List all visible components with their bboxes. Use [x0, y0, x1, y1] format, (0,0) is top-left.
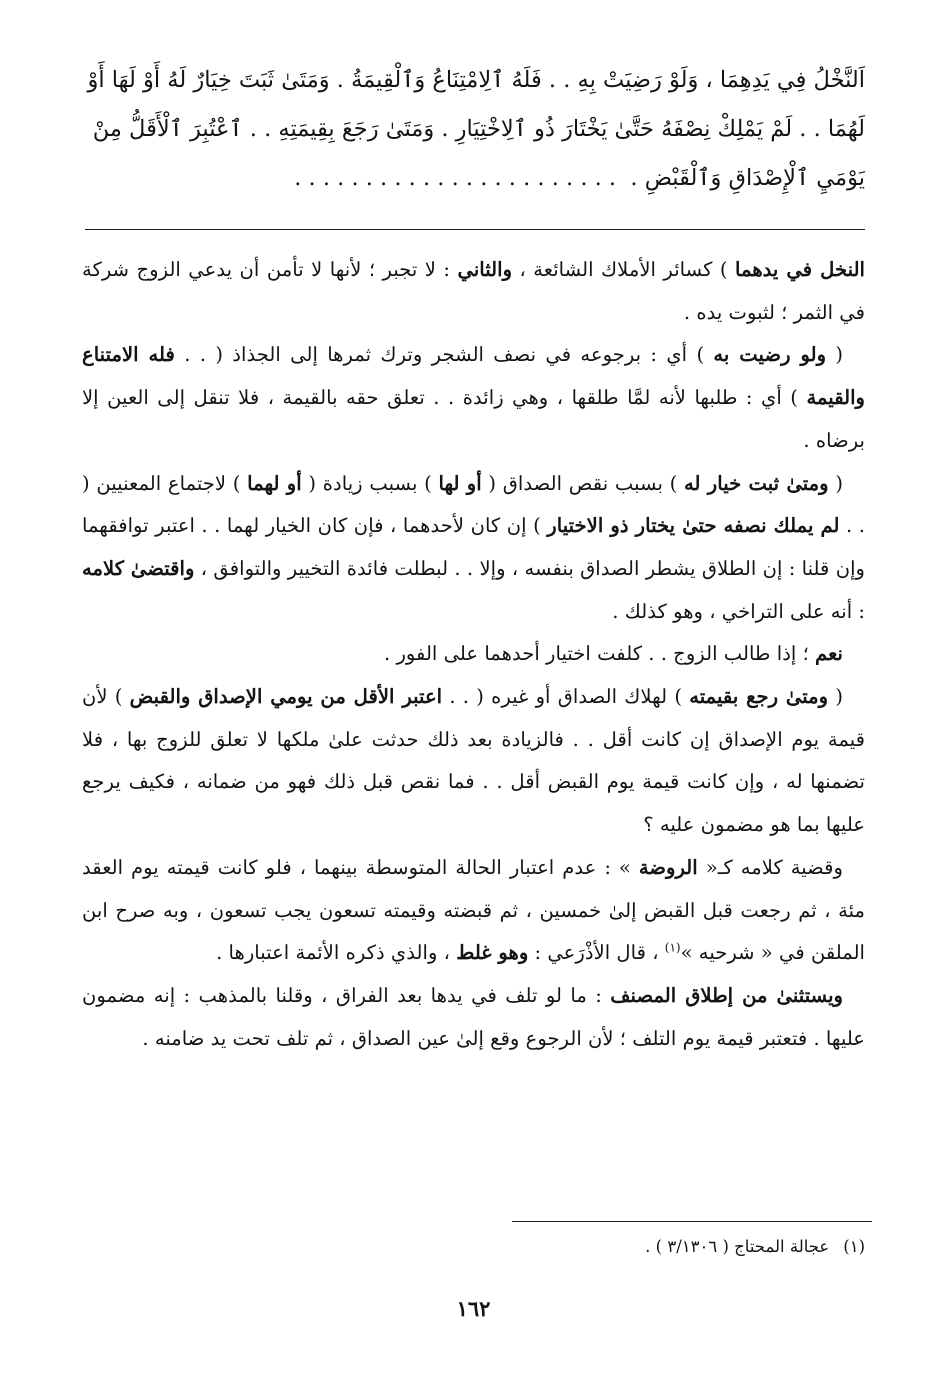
quoted-phrase: أو لها: [438, 471, 482, 495]
quoted-phrase: أو لهما: [247, 471, 302, 495]
emphasis: وهو غلط: [456, 941, 529, 965]
dot-leader: . . . . . . . . . . . . . . . . . . . . . . .: [294, 165, 617, 191]
footnote: [645, 1235, 865, 1259]
commentary-text: ) أي : برجوعه في نصف الشجر وترك ثمرها إلى الجذاذ ( . .: [174, 343, 714, 367]
commentary-paragraph-7: [82, 975, 865, 1060]
quoted-phrase: لم يملك نصفه حتىٰ يختار ذو الاختيار: [547, 514, 840, 538]
emphasis: نعم: [815, 642, 843, 666]
footnote-reference[interactable]: (١): [664, 940, 681, 955]
commentary-paragraph-3: [82, 463, 865, 634]
commentary-text: » : عدم اعتبار الحالة المتوسطة بينهما ، فلو كانت قيمته يوم العقد مئة ، ثم رجعت قبل القبض إلىٰ خمسين ، ثم قبضته وقيمته تسعون يجب تسعون ، وبه صرح ابن الملقن في « شرحيه »: [82, 855, 865, 965]
quoted-phrase: اعتبر الأقل من يومي الإصداق والقبض: [129, 685, 443, 709]
commentary-paragraph-5: [82, 676, 865, 847]
quoted-phrase: ومتىٰ ثبت خيار له: [684, 471, 829, 495]
commentary-text: ) إن كان لأحدهما ، فإن كان الخيار لهما . . اعتبر توافقهما وإن قلنا : إن الطلاق يشطر الصداق بنفسه ، وإلا . . لبطلت فائدة التخيير والتوافق ،: [82, 514, 865, 580]
quoted-phrase: ومتىٰ رجع بقيمته: [689, 685, 829, 709]
quoted-phrase: ولو رضيت به: [713, 343, 827, 367]
footnote-number: (١): [843, 1237, 865, 1256]
commentary-text: ) بسبب نقص الصداق (: [481, 471, 684, 495]
main-text-line-3-text: يَوْمَيِ ٱلْإِصْدَاقِ وَٱلْقَبْضِ .: [630, 165, 865, 191]
commentary-text: : لا تجبر ؛ لأنها لا تأمن أن يدعي الزوج شركة في الثمر ؛ لثبوت يده .: [82, 258, 865, 324]
commentary-text: ) لهلاك الصداق أو غيره ( . .: [442, 685, 690, 709]
commentary-text: ) كسائر الأملاك الشائعة ،: [512, 258, 736, 281]
commentary-text: ) لأن قيمة يوم الإصداق إن كانت أقل . . فالزيادة بعد ذلك حدثت علىٰ ملكها لا تعلق للزوج بها ، فلا تضمنها له ، وإن كانت قيمة يوم القبض أقل . . فما نقص قبل ذلك فهو من ضمانه ، فكيف يرجع عليها بما هو مضمون عليه ؟: [82, 685, 865, 837]
commentary-paragraph-4: [82, 633, 865, 676]
page-number: ١٦٢: [456, 1296, 491, 1321]
emphasis: ويستثنىٰ من إطلاق المصنف: [610, 983, 844, 1007]
book-title: الروضة: [638, 855, 698, 879]
footnote-text: عجالة المحتاج ( ٣/١٣٠٦ ) .: [645, 1237, 830, 1256]
commentary-text: : ما لو تلف في يدها بعد الفراق ، وقلنا بالمذهب : إنه مضمون عليها . فتعتبر قيمة يوم التلف ؛ لأن الرجوع وقع إلىٰ عين الصداق ، ثم تلف تحت يد ضامنه .: [82, 983, 865, 1050]
commentary-paragraph-6: [82, 847, 865, 975]
quoted-phrase: فله الامتناع والقيمة: [82, 343, 865, 410]
commentary-paragraph-2: [82, 334, 865, 462]
commentary-text: ) بسبب زيادة (: [301, 471, 439, 495]
main-text-separator: [85, 229, 865, 230]
main-text: [82, 56, 865, 203]
commentary-text: ، والذي ذكره الأئمة اعتبارها .: [216, 941, 457, 965]
commentary-text: ؛ إذا طالب الزوج . . كلفت اختيار أحدهما على الفور .: [384, 642, 816, 666]
commentary-text: ، قال الأذْرَعي :: [528, 941, 665, 965]
main-text-line-3: [82, 154, 865, 203]
emphasis: واقتضىٰ كلامه: [82, 556, 195, 580]
commentary-text: ) أي : طلبها لأنه لمَّا طلقها ، وهي زائدة . . تعلق حقه بالقيمة ، فلا تنقل إلى العين إلا برضاه .: [82, 386, 865, 452]
footnote-separator: [512, 1221, 872, 1222]
commentary-paragraph-1: [82, 249, 865, 334]
commentary-text: ) لاجتماع المعنيين ( . .: [82, 471, 866, 538]
main-text-line-2: لَهُمَا . . لَمْ يَمْلِكْ نِصْفَهُ حَتَّىٰ يَخْتَارَ ذُو ٱلِاخْتِيَارِ . وَمَتَىٰ رَجَعَ بِقِيمَتِهِ . . ٱعْتُبِرَ ٱلْأَقَلُّ مِنْ: [92, 116, 865, 142]
main-text-line-1: اَلنَّخْلُ فِي يَدِهِمَا ، وَلَوْ رَضِيَتْ بِهِ . . فَلَهُ ٱلِامْتِنَاعُ وَٱلْقِيمَةُ . وَمَتَىٰ ثَبَتَ خِيَارٌ لَهُ أَوْ لَهَا أَوْ: [87, 67, 865, 93]
commentary: [82, 249, 865, 1060]
emphasis: والثاني: [457, 258, 513, 281]
commentary-text: (: [828, 471, 844, 495]
quoted-phrase: النخل في يدهما: [735, 258, 865, 281]
commentary-text: : أنه على التراخي ، وهو كذلك .: [612, 599, 865, 623]
commentary-text: (: [826, 343, 844, 367]
commentary-text: (: [828, 685, 843, 709]
commentary-text: وقضية كلامه كـ«: [697, 855, 844, 879]
